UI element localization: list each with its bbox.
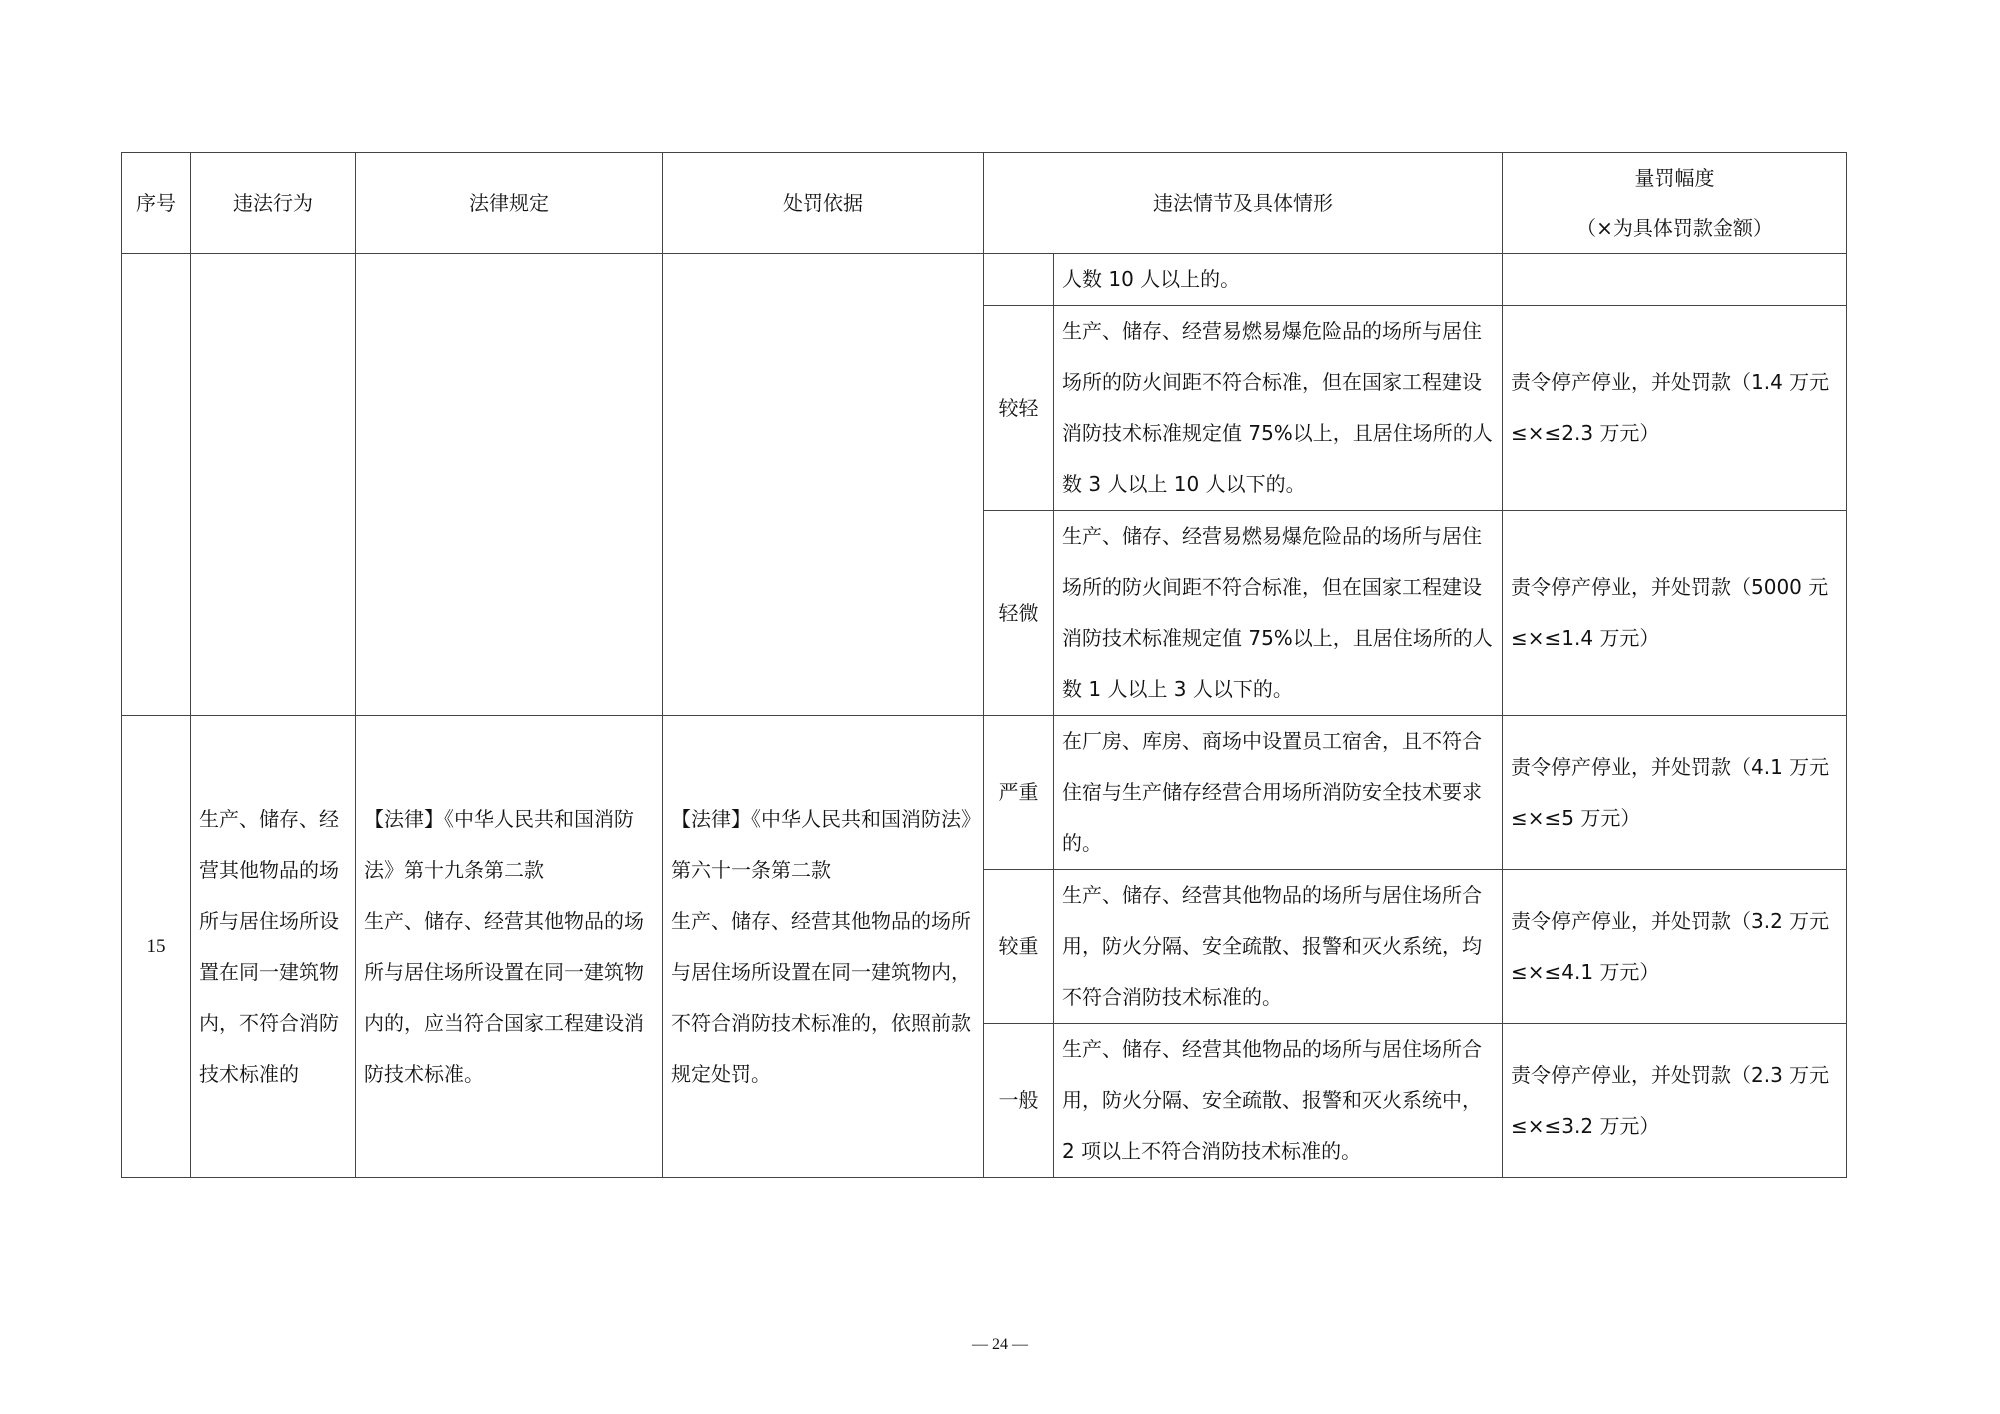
continued-behavior-cell (191, 254, 356, 716)
continued-seq-cell (122, 254, 191, 716)
penalty-range: 责令停产停业，并处罚款（4.1 万元≤×≤5 万元） (1503, 716, 1847, 870)
penalty-table (121, 152, 1847, 1178)
severity-level: 一般 (984, 1024, 1054, 1178)
header-row (122, 153, 1847, 254)
penalty-range (1503, 254, 1847, 306)
header-legal-provision: 法律规定 (356, 153, 663, 254)
circumstance-detail: 生产、储存、经营易燃易爆危险品的场所与居住场所的防火间距不符合标准，但在国家工程建设消防技术标准规定值 75%以上，且居住场所的人数 3 人以上 10 人以下的。 (1054, 306, 1503, 511)
item-behavior: 生产、储存、经营其他物品的场所与居住场所设置在同一建筑物内，不符合消防技术标准的 (191, 716, 356, 1178)
continued-basis-cell (663, 254, 984, 716)
item-legal-provision: 【法律】《中华人民共和国消防法》第十九条第二款 生产、储存、经营其他物品的场所与居住场所设置在同一建筑物内的，应当符合国家工程建设消防技术标准。 (356, 716, 663, 1178)
circumstance-detail: 生产、储存、经营其他物品的场所与居住场所合用，防火分隔、安全疏散、报警和灭火系统中，2 项以上不符合消防技术标准的。 (1054, 1024, 1503, 1178)
continued-legal-cell (356, 254, 663, 716)
penalty-range: 责令停产停业，并处罚款（5000 元≤×≤1.4 万元） (1503, 511, 1847, 716)
severity-level: 严重 (984, 716, 1054, 870)
penalty-range: 责令停产停业，并处罚款（2.3 万元≤×≤3.2 万元） (1503, 1024, 1847, 1178)
header-range-line2: （×为具体罚款金额） (1576, 216, 1773, 240)
item-penalty-basis: 【法律】《中华人民共和国消防法》第六十一条第二款 生产、储存、经营其他物品的场所与居住场所设置在同一建筑物内，不符合消防技术标准的，依照前款规定处罚。 (663, 716, 984, 1178)
page-number: — 24 — (972, 1336, 1028, 1353)
header-range-line1: 量罚幅度 (1634, 166, 1715, 190)
header-penalty-range (1503, 153, 1847, 254)
header-behavior: 违法行为 (191, 153, 356, 254)
severity-level: 较轻 (984, 306, 1054, 511)
circumstance-detail: 生产、储存、经营其他物品的场所与居住场所合用，防火分隔、安全疏散、报警和灭火系统，均不符合消防技术标准的。 (1054, 870, 1503, 1024)
continued-level-cell (984, 254, 1054, 306)
header-circumstance: 违法情节及具体情形 (984, 153, 1503, 254)
item-seq-number: 15 (122, 716, 191, 1178)
header-penalty-basis: 处罚依据 (663, 153, 984, 254)
table-row (122, 716, 1847, 870)
penalty-range: 责令停产停业，并处罚款（1.4 万元≤×≤2.3 万元） (1503, 306, 1847, 511)
severity-level: 较重 (984, 870, 1054, 1024)
circumstance-detail: 人数 10 人以上的。 (1054, 254, 1503, 306)
circumstance-detail: 在厂房、库房、商场中设置员工宿舍，且不符合住宿与生产储存经营合用场所消防安全技术要求的。 (1054, 716, 1503, 870)
table-row (122, 254, 1847, 306)
header-seq: 序号 (122, 153, 191, 254)
penalty-range: 责令停产停业，并处罚款（3.2 万元≤×≤4.1 万元） (1503, 870, 1847, 1024)
circumstance-detail: 生产、储存、经营易燃易爆危险品的场所与居住场所的防火间距不符合标准，但在国家工程建设消防技术标准规定值 75%以上，且居住场所的人数 1 人以上 3 人以下的。 (1054, 511, 1503, 716)
severity-level: 轻微 (984, 511, 1054, 716)
